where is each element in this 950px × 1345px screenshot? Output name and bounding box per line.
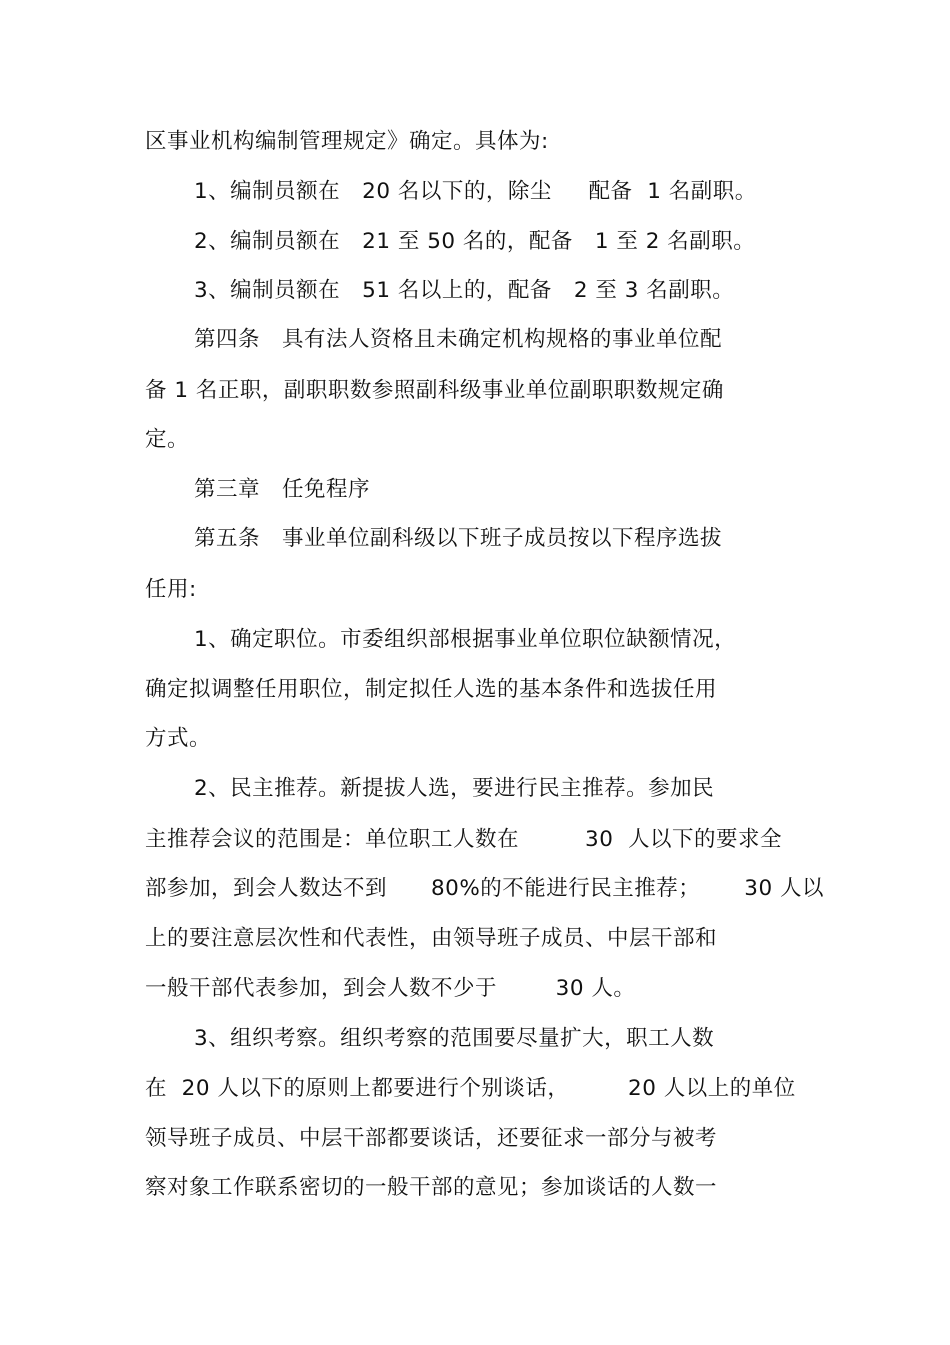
text-line: 3、组织考察。组织考察的范围要尽量扩大，职工人数: [194, 1026, 715, 1051]
text-line: 备 1 名正职，副职职数参照副科级事业单位副职职数规定确: [145, 378, 724, 403]
text-line: 第五条 事业单位副科级以下班子成员按以下程序选拔: [194, 526, 723, 551]
text-line: 方式。: [145, 726, 212, 751]
text-line: 一般干部代表参加，到会人数不少于 30 人。: [145, 976, 636, 1001]
text-line: 3、编制员额在 51 名以上的，配备 2 至 3 名副职。: [194, 278, 735, 303]
text-line: 任用:: [145, 577, 197, 602]
text-line: 领导班子成员、中层干部都要谈话，还要征求一部分与被考: [145, 1126, 718, 1151]
text-line: 2、编制员额在 21 至 50 名的，配备 1 至 2 名副职。: [194, 229, 756, 254]
text-line: 第四条 具有法人资格且未确定机构规格的事业单位配: [194, 327, 723, 352]
text-line: 察对象工作联系密切的一般干部的意见；参加谈话的人数一: [145, 1175, 718, 1200]
text-line: 区事业机构编制管理规定》确定。具体为:: [145, 129, 549, 154]
text-line: 1、编制员额在 20 名以下的，除尘 配备 1 名副职。: [194, 179, 757, 204]
text-line: 确定拟调整任用职位，制定拟任人选的基本条件和选拔任用: [145, 677, 718, 702]
text-line: 2、民主推荐。新提拔人选，要进行民主推荐。参加民: [194, 776, 715, 801]
text-line: 1、确定职位。市委组织部根据事业单位职位缺额情况，: [194, 627, 737, 652]
text-line: 在 20 人以下的原则上都要进行个别谈话， 20 人以上的单位: [145, 1076, 796, 1101]
text-line: 部参加，到会人数达不到 80%的不能进行民主推荐； 30 人以: [145, 876, 824, 901]
text-line: 定。: [145, 427, 190, 452]
text-line: 主推荐会议的范围是：单位职工人数在 30 人以下的要求全: [145, 827, 783, 852]
text-line: 上的要注意层次性和代表性，由领导班子成员、中层干部和: [145, 926, 718, 951]
chapter-heading: 第三章 任免程序: [194, 477, 371, 502]
